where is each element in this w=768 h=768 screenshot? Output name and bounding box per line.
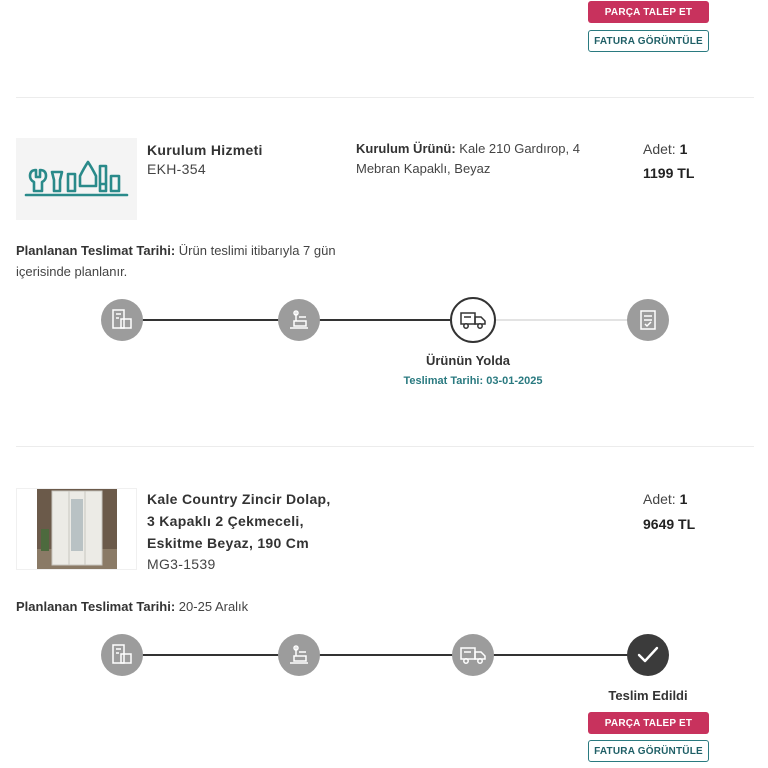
planned-delivery <box>16 596 351 617</box>
item-price: 9649 TL <box>643 516 696 532</box>
step-in-transit <box>452 634 494 676</box>
setup-product-value: Kale 210 Gardırop, 4 Mebran Kapaklı, Beyaz <box>356 141 580 176</box>
view-invoice-button[interactable]: FATURA GÖRÜNTÜLE <box>588 740 709 762</box>
shipping-date-label: Teslimat Tarihi: <box>403 375 484 387</box>
production-icon <box>287 308 311 332</box>
wardrobe-photo <box>17 489 137 570</box>
order-form-icon <box>111 308 133 332</box>
setup-product <box>356 139 606 179</box>
delivered-document-icon <box>637 308 659 332</box>
item-price: 1199 TL <box>643 165 695 181</box>
step-delivered <box>627 634 669 676</box>
product-thumbnail[interactable] <box>16 488 137 570</box>
progress-track-pending <box>496 319 628 321</box>
shipping-date-value: 03-01-2025 <box>486 375 543 387</box>
request-part-button-top[interactable]: PARÇA TALEP ET <box>588 1 709 23</box>
truck-icon <box>459 309 487 331</box>
item-code: MG3-1539 <box>147 556 216 572</box>
item-name-line: Eskitme Beyaz, 190 Cm <box>147 535 309 551</box>
delivery-status: Teslim Edildi <box>608 688 688 703</box>
step-delivered <box>627 299 669 341</box>
production-icon <box>287 643 311 667</box>
step-preparing <box>278 299 320 341</box>
item-name-line: 3 Kapaklı 2 Çekmeceli, <box>147 513 304 529</box>
step-order-received <box>101 634 143 676</box>
step-in-transit <box>450 297 496 343</box>
progress-track-done <box>142 654 630 656</box>
item-name[interactable] <box>147 488 331 554</box>
divider <box>16 97 754 98</box>
planned-delivery-value: 20-25 Aralık <box>178 599 249 614</box>
shipping-status: Ürünün Yolda <box>425 353 511 368</box>
step-preparing <box>278 634 320 676</box>
order-form-icon <box>111 643 133 667</box>
qty-value: 1 <box>679 141 688 157</box>
truck-icon <box>459 644 487 666</box>
checkmark-icon <box>637 646 659 664</box>
planned-delivery <box>16 240 351 282</box>
tools-icon <box>16 138 137 220</box>
qty-label: Adet: <box>643 491 676 507</box>
item-name[interactable]: Kurulum Hizmeti <box>147 142 263 158</box>
planned-delivery-value: Ürün teslimi itibarıyla 7 gün içerisinde planlanır. <box>16 243 336 279</box>
view-invoice-button-top[interactable]: FATURA GÖRÜNTÜLE <box>588 30 709 52</box>
service-thumbnail[interactable] <box>16 138 137 220</box>
item-quantity <box>643 141 687 157</box>
step-order-received <box>101 299 143 341</box>
qty-value: 1 <box>679 491 688 507</box>
item-quantity <box>643 491 687 507</box>
shipping-date <box>373 375 573 387</box>
planned-delivery-label: Planlanan Teslimat Tarihi: <box>16 599 176 614</box>
divider <box>16 446 754 447</box>
item-code: EKH-354 <box>147 161 206 177</box>
qty-label: Adet: <box>643 141 676 157</box>
setup-product-label: Kurulum Ürünü: <box>356 141 456 156</box>
planned-delivery-label: Planlanan Teslimat Tarihi: <box>16 243 176 258</box>
request-part-button[interactable]: PARÇA TALEP ET <box>588 712 709 734</box>
item-name-line: Kale Country Zincir Dolap, <box>147 491 331 507</box>
